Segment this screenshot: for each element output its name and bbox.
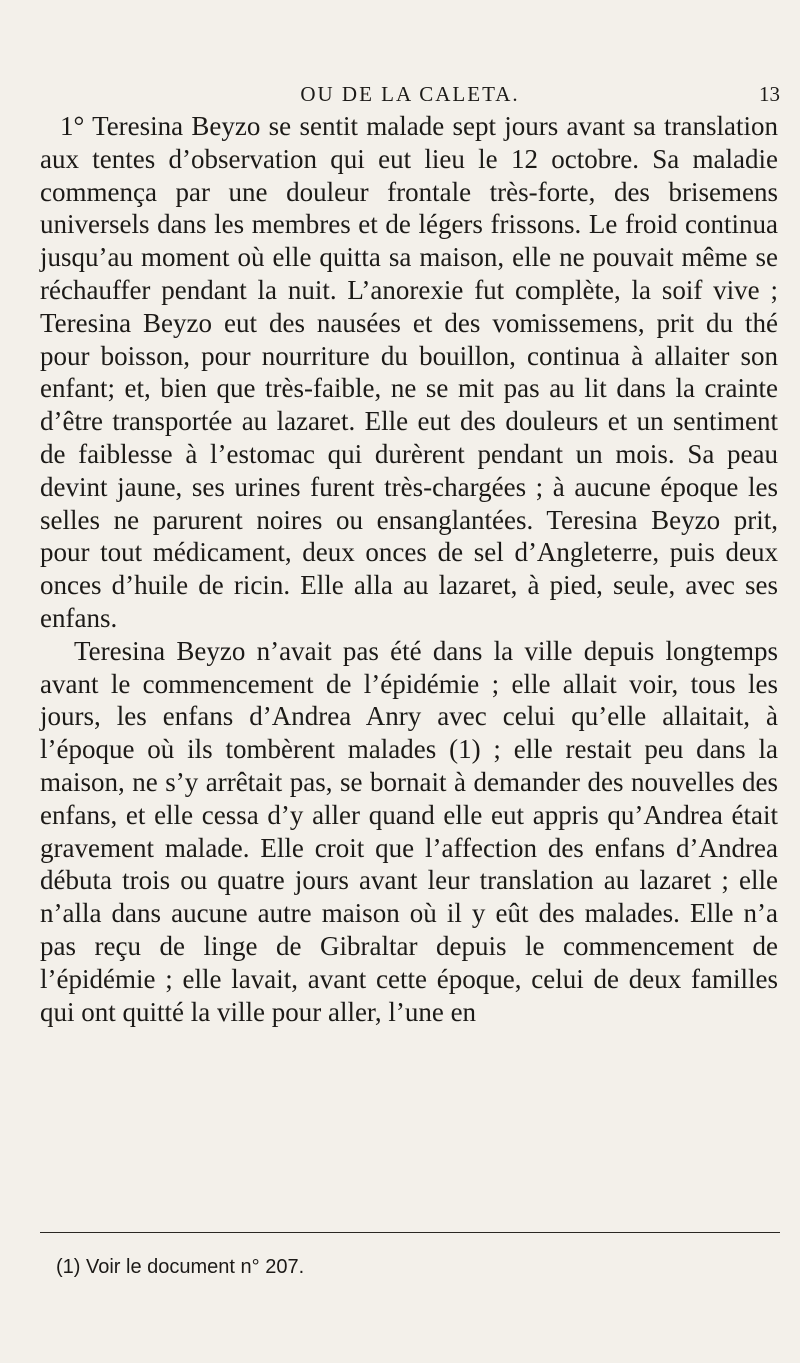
paragraph-1: 1° Teresina Beyzo se sentit malade sept jours avant sa translation aux tentes d’observation qui eut lieu le 12 octobre. Sa maladie commença par une douleur frontale très-forte, des brisemens universels dans les membres et de légers frissons. Le froid continua jusqu’au moment où elle quitta sa maison, elle ne pouvait même se réchauffer pendant la nuit. L’anorexie fut complète, la soif vive ; Teresina Beyzo eut des nausées et des vomissemens, prit du thé pour boisson, pour nourriture du bouillon, continua à allaiter son enfant; et, bien que très-faible, ne se mit pas au lit dans la crainte d’être transportée au lazaret. Elle eut des douleurs et un sentiment de faiblesse à l’estomac qui durèrent pendant un mois. Sa peau devint jaune, ses urines furent très-chargées ; à aucune époque les selles ne parurent noires ou ensanglantées. Teresina Beyzo prit, pour tout médicament, deux onces de sel d’Angleterre, puis deux onces d’huile de ricin. Elle alla au lazaret, à pied, seule, avec ses enfans. (40, 111, 778, 633)
body-text (40, 110, 778, 1028)
paragraph-2: Teresina Beyzo n’avait pas été dans la ville depuis longtemps avant le commencement de l’épidémie ; elle allait voir, tous les jours, les enfans d’Andrea Anry avec celui qu’elle allaitait, à l’époque où ils tombèrent malades (1) ; elle restait peu dans la maison, ne s’y arrêtait pas, se bornait à demander des nouvelles des enfans, et elle cessa d’y aller quand elle eut appris qu’Andrea était gravement malade. Elle croit que l’affection des enfans d’Andrea débuta trois ou quatre jours avant leur translation au lazaret ; elle n’alla dans aucune autre maison où il y eût des malades. Elle n’a pas reçu de linge de Gibraltar depuis le commencement de l’épidémie ; elle lavait, avant cette époque, celui de deux familles qui ont quitté la ville pour aller, l’une en (40, 635, 778, 1027)
footnote: (1) Voir le document n° 207. (56, 1256, 305, 1278)
page-number: 13 (759, 82, 780, 106)
running-head: OU DE LA CALETA. (300, 82, 520, 106)
page-header (40, 82, 780, 112)
footnote-separator (40, 1232, 780, 1233)
